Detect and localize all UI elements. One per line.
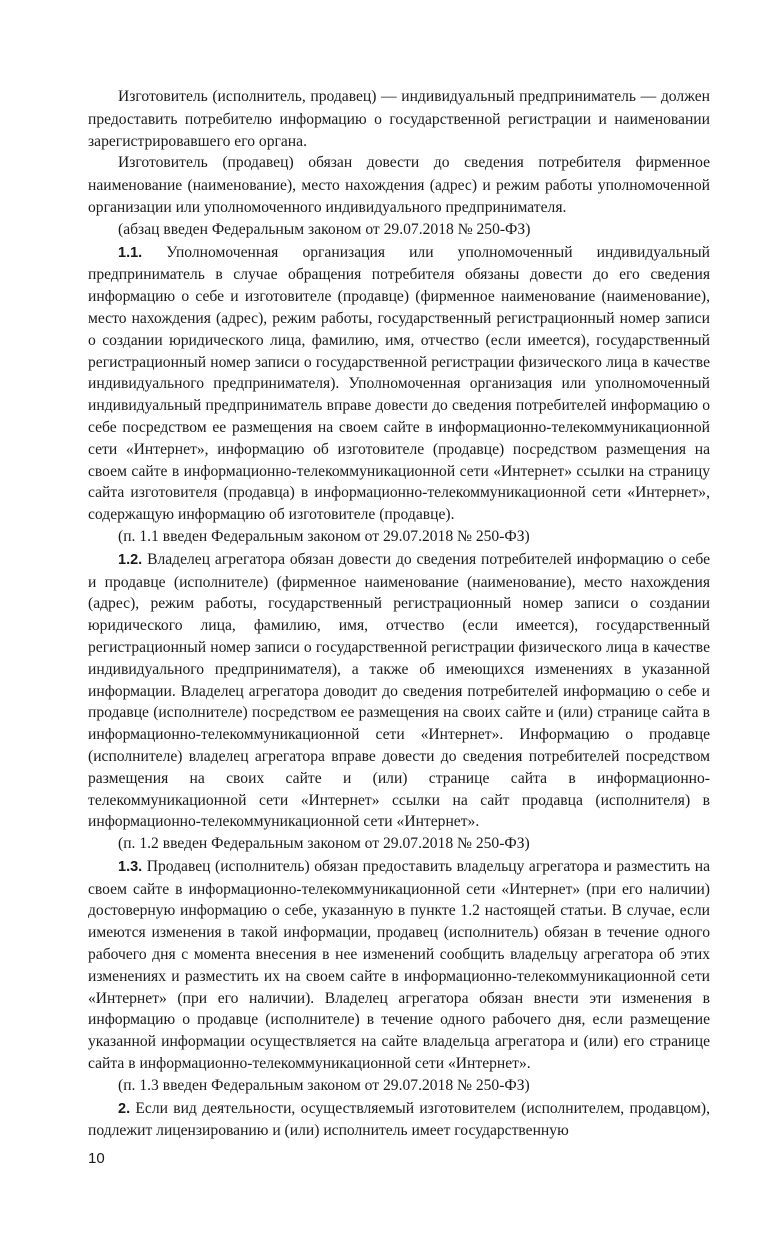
- paragraph-text: Изготовитель (исполнитель, продавец) — индивидуальный предприниматель — должен предоставить потребителю информацию о государственной регистрации и наименовании зарегистрировавшего его органа.: [88, 88, 710, 150]
- page-number: 10: [88, 1150, 105, 1167]
- paragraph-text: Уполномоченная организация или уполномоченный индивидуальный предприниматель в случае обращения потребителя обязаны довести до его сведения информацию о себе и изготовителе (продавце) (фирменное наименование (наименование), место нахождения (адрес), режим работы, государственный регистрационный номер записи о создании юридического лица, фамилию, имя, отчество (если имеется), государственный регистрационный номер записи о государственной регистрации физического лица в качестве индивидуального предпринимателя). Уполномоченная организация или уполномоченный индивидуальный предприниматель вправе довести до сведения потребителей информацию о себе посредством ее размещения на своем сайте в информационно-телекоммуникационной сети «Интернет», информацию об изготовителе (продавце) посредством размещения на своем сайте в информационно-телекоммуникационной сети «Интернет» ссылки на страницу сайта изготовителя (продавца) в информационно-телекоммуникационной сети «Интернет», содержащую информацию об изготовителе (продавце).: [88, 243, 710, 524]
- paragraph-text: (абзац введен Федеральным законом от 29.07.2018 № 250-ФЗ): [118, 220, 531, 238]
- paragraph-text: Владелец агрегатора обязан довести до сведения потребителей информацию о себе и продавце (исполнителе) (фирменное наименование (наименование), место нахождения (адрес), режим работы, государственный регистрационный номер записи о создании юридического лица, фамилию, имя, отчество (если имеется), государственный регистрационный номер записи о государственной регистрации физического лица в качестве индивидуального предпринимателя), а также об имеющихся изменениях в указанной информации. Владелец агрегатора доводит до сведения потребителей информацию о себе и продавце (исполнителе) посредством ее размещения на своих сайте и (или) странице сайта в информационно-телекоммуникационной сети «Интернет». Информацию о продавце (исполнителе) владелец агрегатора вправе довести до сведения потребителей посредством размещения на своих сайте и (или) странице сайта в информационно-телекоммуникационной сети «Интернет» ссылки на сайт продавца (исполнителя) в информационно-телекоммуникационной сети «Интернет».: [88, 550, 710, 831]
- paragraph-text: (п. 1.2 введен Федеральным законом от 29.07.2018 № 250-ФЗ): [118, 835, 530, 853]
- amendment-note: [88, 526, 710, 549]
- paragraph: [88, 86, 710, 152]
- paragraph-text: Продавец (исполнитель) обязан предоставить владельцу агрегатора и разместить на своем сайте в информационно-телекоммуникационной сети «Интернет» (при его наличии) достоверную информацию о себе, указанную в пункте 1.2 настоящей статьи. В случае, если имеются изменения в такой информации, продавец (исполнитель) обязан в течение одного рабочего дня с момента внесения в нее изменений сообщить владельцу агрегатора об этих изменениях и разместить их на своем сайте в информационно-телекоммуникационной сети «Интернет» (при его наличии). Владелец агрегатора обязан внести эти изменения в информацию о продавце (исполнителе) в течение одного рабочего дня, если размещение указанной информации осуществляется на сайте владельца агрегатора и (или) его странице сайта в информационно-телекоммуникационной сети «Интернет».: [88, 857, 710, 1073]
- paragraph-number: 2.: [118, 1100, 131, 1117]
- paragraph: [88, 856, 710, 1075]
- paragraph: [88, 152, 710, 218]
- paragraph-number: 1.2.: [118, 551, 143, 568]
- amendment-note: [88, 1075, 710, 1098]
- paragraph-number: 1.3.: [118, 858, 143, 875]
- paragraph: [88, 242, 710, 526]
- amendment-note: [88, 833, 710, 856]
- paragraph-text: (п. 1.3 введен Федеральным законом от 29.07.2018 № 250-ФЗ): [118, 1076, 530, 1094]
- amendment-note: [88, 219, 710, 242]
- paragraph-text: Если вид деятельности, осуществляемый изготовителем (исполнителем, продавцом), подлежит лицензированию и (или) исполнитель имеет государственную: [88, 1099, 710, 1140]
- paragraph: [88, 1098, 710, 1143]
- paragraph-text: Изготовитель (продавец) обязан довести до сведения потребителя фирменное наименование (наименование), место нахождения (адрес) и режим работы уполномоченной организации или уполномоченного индивидуального предпринимателя.: [88, 154, 710, 216]
- paragraph-text: (п. 1.1 введен Федеральным законом от 29.07.2018 № 250-ФЗ): [118, 527, 530, 545]
- paragraph: [88, 549, 710, 833]
- paragraph-number: 1.1.: [118, 244, 143, 261]
- page-body: [88, 86, 710, 1142]
